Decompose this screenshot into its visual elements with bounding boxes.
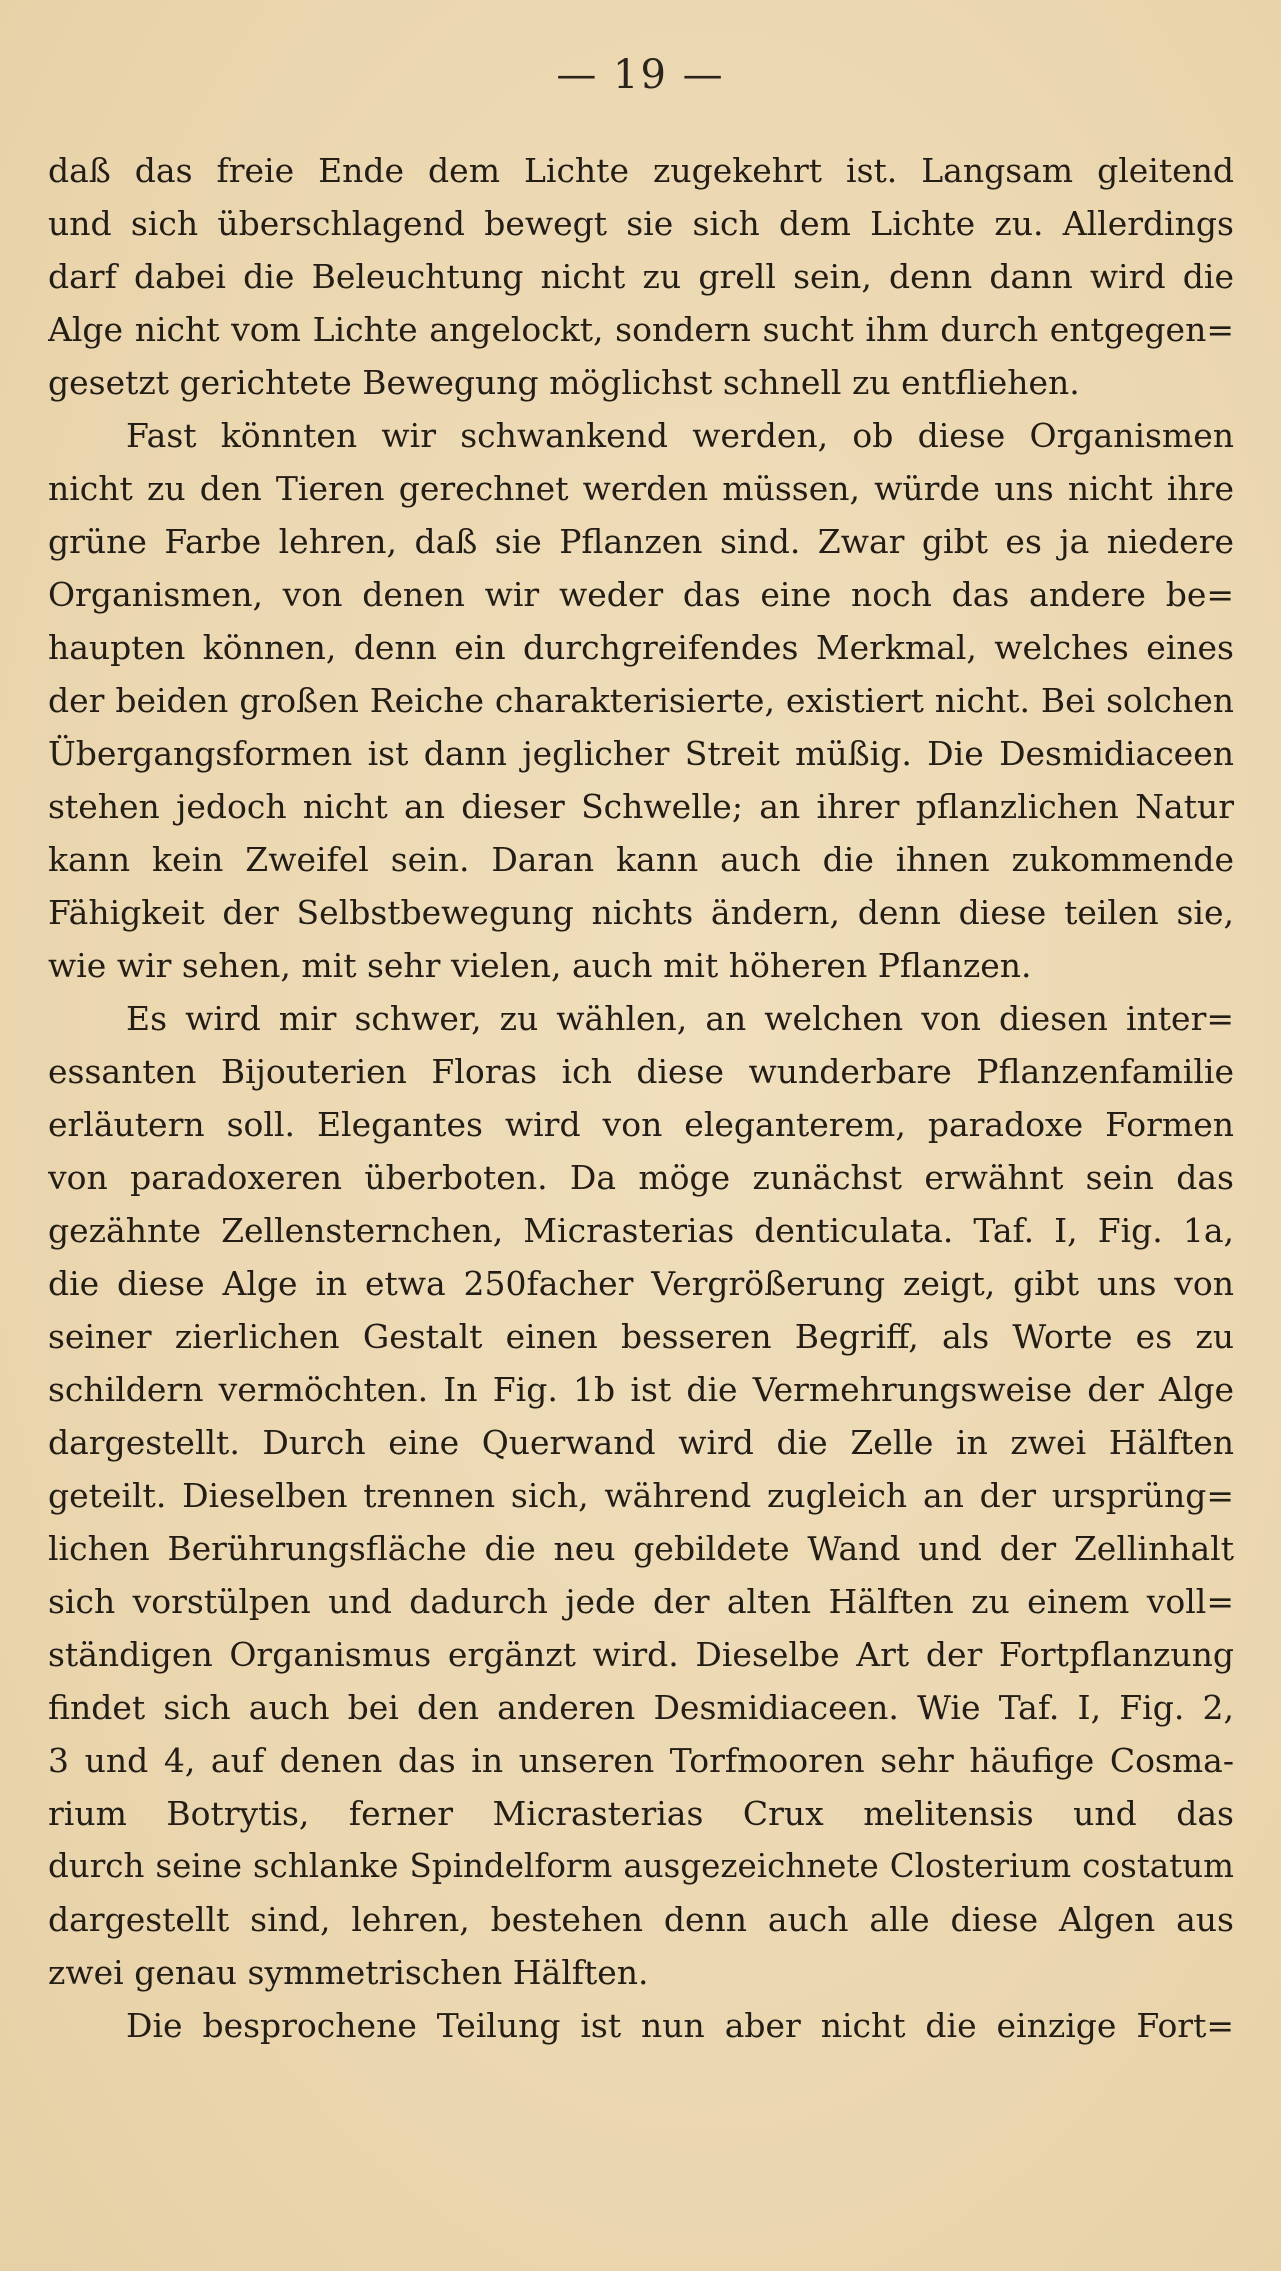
text-line: Es wird mir schwer, zu wählen, an welchen von diesen inter= xyxy=(126,999,1234,1038)
text-line: gesetzt gerichtete Bewegung möglichst schnell zu entfliehen. xyxy=(48,363,1080,402)
text-line: rium Botrytis, ferner Micrasterias Crux melitensis und das xyxy=(48,1794,1234,1833)
page-number: — 19 — xyxy=(556,52,725,98)
text-line: wie wir sehen, mit sehr vielen, auch mit höheren Pflanzen. xyxy=(48,946,1032,985)
text-line: zwei genau symmetrischen Hälften. xyxy=(48,1953,649,1992)
text-line: lichen Berührungsfläche die neu gebildete Wand und der Zellinhalt xyxy=(48,1529,1234,1568)
text-line: darf dabei die Beleuchtung nicht zu grell sein, denn dann wird die xyxy=(48,257,1234,296)
text-line: daß das freie Ende dem Lichte zugekehrt ist. Langsam gleitend xyxy=(48,151,1234,190)
text-line: stehen jedoch nicht an dieser Schwelle; an ihrer pflanzlichen Natur xyxy=(48,787,1234,826)
text-line: findet sich auch bei den anderen Desmidiaceen. Wie Taf. I, Fig. 2, xyxy=(48,1688,1234,1727)
text-line: seiner zierlichen Gestalt einen besseren Begriff, als Worte es zu xyxy=(48,1317,1234,1356)
text-line: ständigen Organismus ergänzt wird. Dieselbe Art der Fortpflanzung xyxy=(48,1635,1234,1674)
text-line: geteilt. Dieselben trennen sich, während zugleich an der ursprüng= xyxy=(48,1476,1234,1515)
text-line: schildern vermöchten. In Fig. 1b ist die Vermehrungsweise der Alge xyxy=(48,1370,1234,1409)
text-line: dargestellt. Durch eine Querwand wird die Zelle in zwei Hälften xyxy=(48,1423,1234,1462)
text-line: nicht zu den Tieren gerechnet werden müssen, würde uns nicht ihre xyxy=(48,469,1234,508)
text-line: 3 und 4, auf denen das in unseren Torfmooren sehr häufige Cosma- xyxy=(48,1741,1234,1780)
text-line: Übergangsformen ist dann jeglicher Streit müßig. Die Desmidiaceen xyxy=(48,734,1234,773)
text-line: Alge nicht vom Lichte angelockt, sondern sucht ihm durch entgegen= xyxy=(48,310,1234,349)
text-line: durch seine schlanke Spindelform ausgezeichnete Closterium costatum xyxy=(48,1847,1234,1885)
text-line: Fast könnten wir schwankend werden, ob diese Organismen xyxy=(126,416,1234,455)
text-line: sich vorstülpen und dadurch jede der alten Hälften zu einem voll= xyxy=(48,1582,1234,1621)
text-line: die diese Alge in etwa 250facher Vergrößerung zeigt, gibt uns von xyxy=(48,1264,1234,1303)
body-text xyxy=(48,144,1234,2052)
text-line: und sich überschlagend bewegt sie sich dem Lichte zu. Allerdings xyxy=(48,204,1234,243)
text-line: haupten können, denn ein durchgreifendes Merkmal, welches eines xyxy=(48,628,1234,667)
text-line: gezähnte Zellensternchen, Micrasterias denticulata. Taf. I, Fig. 1a, xyxy=(48,1211,1234,1250)
text-line: Fähigkeit der Selbstbewegung nichts ändern, denn diese teilen sie, xyxy=(48,893,1234,932)
text-line: dargestellt sind, lehren, bestehen denn auch alle diese Algen aus xyxy=(48,1900,1234,1939)
text-line: kann kein Zweifel sein. Daran kann auch die ihnen zukommende xyxy=(48,840,1234,879)
text-line: grüne Farbe lehren, daß sie Pflanzen sind. Zwar gibt es ja niedere xyxy=(48,522,1234,561)
text-line: Organismen, von denen wir weder das eine noch das andere be= xyxy=(48,575,1234,614)
text-line: essanten Bijouterien Floras ich diese wunderbare Pflanzenfamilie xyxy=(48,1052,1234,1091)
text-line: erläutern soll. Elegantes wird von eleganterem, paradoxe Formen xyxy=(48,1105,1234,1144)
text-line: von paradoxeren überboten. Da möge zunächst erwähnt sein das xyxy=(48,1158,1234,1197)
text-line: der beiden großen Reiche charakterisierte, existiert nicht. Bei solchen xyxy=(48,681,1234,720)
text-line: Die besprochene Teilung ist nun aber nicht die einzige Fort= xyxy=(126,2006,1234,2045)
